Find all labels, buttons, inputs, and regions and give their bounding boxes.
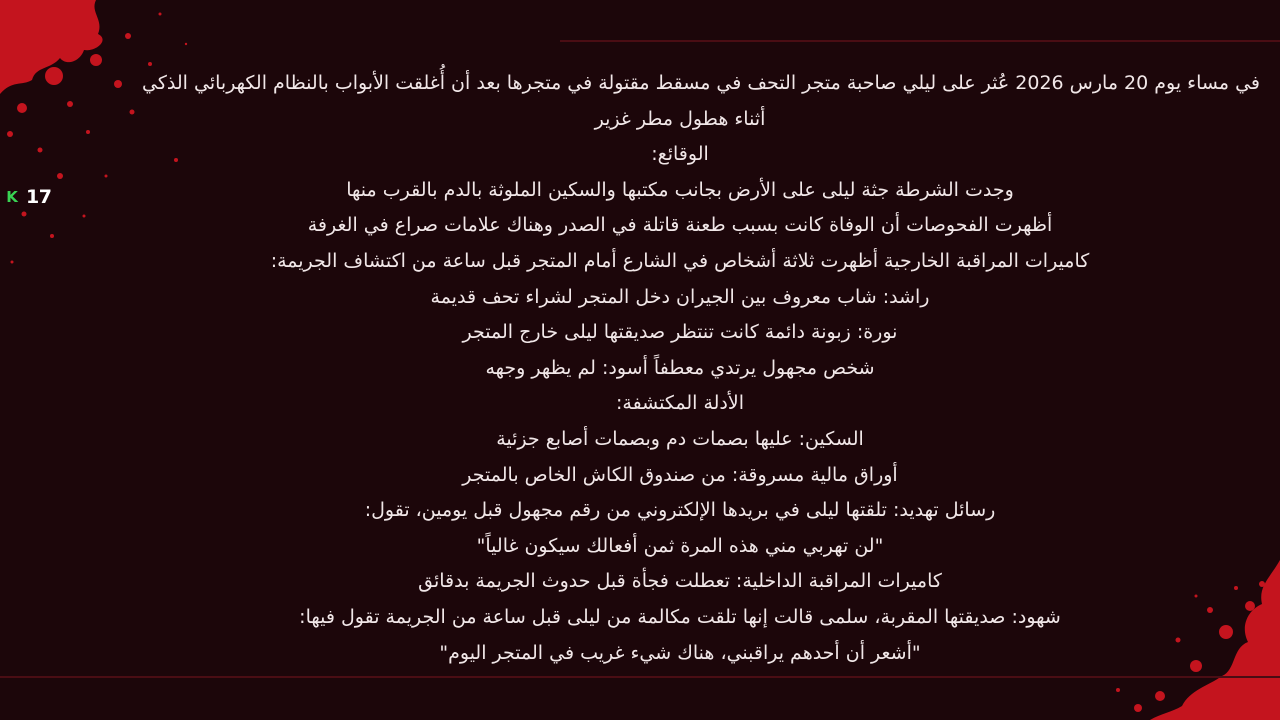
fact-external-cameras: كاميرات المراقبة الخارجية أظهرت ثلاثة أشخاص في الشارع أمام المتجر قبل ساعة من اكتشاف الجريمة:: [270, 249, 1090, 272]
kick-logo-icon: K: [4, 189, 20, 205]
suspect-noura: نورة: زبونة دائمة كانت تنتظر صديقتها ليلى خارج المتجر: [462, 321, 898, 344]
suspect-rashid: راشد: شاب معروف بين الجيران دخل المتجر لشراء تحف قديمة: [430, 285, 930, 308]
evidence-heading: الأدلة المكتشفة:: [615, 392, 745, 415]
fact-autopsy: أظهرت الفحوصات أن الوفاة كانت بسبب طعنة قاتلة في الصدر وهناك علامات صراع في الغرفة: [307, 214, 1053, 237]
top-divider-line: [560, 40, 1280, 42]
intro-line: في مساء يوم 20 مارس 2026 عُثر على ليلي صاحبة متجر التحف في مسقط مقتولة في متجرها بعد أن أُغلقت الأبواب بالنظام الكهربائي الذكي: [142, 72, 1260, 94]
threat-quote: "لن تهربي مني هذه المرة ثمن أفعالك سيكون غالياً": [476, 534, 884, 557]
viewer-count: 17: [26, 186, 52, 208]
crime-story-text: [100, 66, 1260, 671]
fact-body-found: وجدت الشرطة جثة ليلى على الأرض بجانب مكتبها والسكين الملوثة بالدم بالقرب منها: [346, 178, 1014, 201]
intro-line-continued: أثناء هطول مطر غزير: [594, 107, 766, 130]
viewer-count-badge: [4, 186, 51, 208]
evidence-knife: السكين: عليها بصمات دم وبصمات أصابع جزئية: [496, 427, 864, 450]
bottom-divider-line: [0, 676, 1280, 678]
facts-heading: الوقائع:: [651, 143, 709, 166]
evidence-stolen-papers: أوراق مالية مسروقة: من صندوق الكاش الخاص بالمتجر: [462, 463, 898, 486]
witness-quote: "أشعر أن أحدهم يراقبني، هناك شيء غريب في المتجر اليوم": [439, 641, 921, 664]
evidence-threat-messages: رسائل تهديد: تلقتها ليلى في بريدها الإلكتروني من رقم مجهول قبل يومين، تقول:: [364, 499, 996, 522]
suspect-unknown: شخص مجهول يرتدي معطفاً أسود: لم يظهر وجهه: [485, 356, 875, 379]
evidence-internal-cameras: كاميرات المراقبة الداخلية: تعطلت فجأة قبل حدوث الجريمة بدقائق: [418, 570, 942, 593]
witness-statement: شهود: صديقتها المقربة، سلمى قالت إنها تلقت مكالمة من ليلى قبل ساعة من الجريمة تقول فيها:: [299, 605, 1061, 628]
